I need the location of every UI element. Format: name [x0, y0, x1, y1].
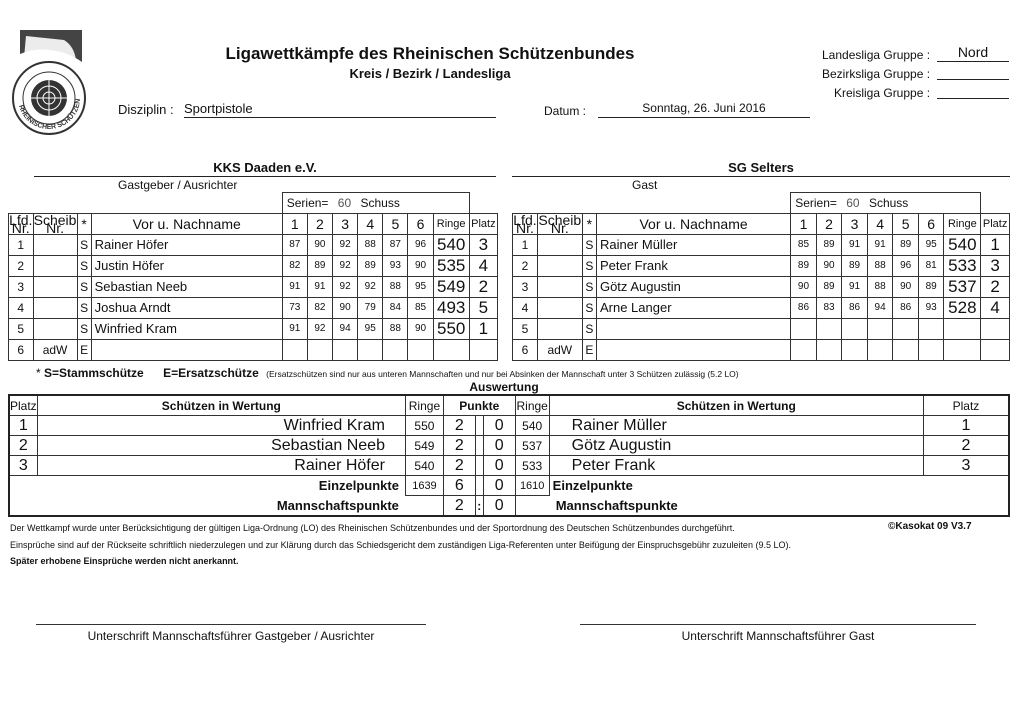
series-score: [333, 339, 358, 360]
col-header: 1: [791, 213, 817, 234]
lfd-nr: 1: [513, 234, 538, 255]
series-score: 89: [842, 255, 868, 276]
series-score: [893, 339, 919, 360]
home-points: 2: [443, 416, 475, 436]
series-score: 84: [383, 297, 408, 318]
series-score: [358, 339, 383, 360]
series-score: 88: [867, 255, 893, 276]
shooter-type: S: [77, 255, 91, 276]
table-row: [513, 255, 1010, 276]
scheib-nr: [537, 276, 582, 297]
lfd-nr: 6: [9, 339, 34, 360]
col-header: 2: [816, 213, 842, 234]
series-score: 89: [358, 255, 383, 276]
ringe-value: [944, 318, 981, 339]
scheib-header: Scheib Nr.: [538, 211, 582, 236]
lfd-nr: 1: [9, 234, 34, 255]
lfd-nr: 2: [513, 255, 538, 276]
series-score: 79: [358, 297, 383, 318]
column-header-row: [9, 213, 498, 234]
ringe-value: 550: [433, 318, 469, 339]
col-header: 4: [867, 213, 893, 234]
home-total-ringe: 1639: [405, 476, 443, 496]
series-score: 91: [307, 276, 332, 297]
legend-note: (Ersatzschützen sind nur aus unteren Mannschaften und nur bei Absinken der Mannschaft unter 3 Schützen zulässig (5.2 LO): [266, 369, 739, 379]
shooter-name: Joshua Arndt: [91, 297, 282, 318]
shooter-type: E: [77, 339, 91, 360]
scheib-nr: [33, 276, 77, 297]
lfd-nr: 3: [513, 276, 538, 297]
table-row: [513, 276, 1010, 297]
guest-einzelpunkte: 0: [483, 476, 515, 496]
auswertung-table: [8, 394, 1010, 517]
scheib-nr: [537, 318, 582, 339]
logo-text: RHEINISCHER SCHÜTZEN: [16, 98, 83, 132]
disziplin-label: Disziplin :: [118, 102, 174, 117]
einzelpunkte-row: [9, 476, 1009, 496]
lfd-nr: 4: [9, 297, 34, 318]
shooter-type: S: [582, 297, 596, 318]
guest-shooter-name: Rainer Müller: [549, 416, 923, 436]
ringe-value: 549: [433, 276, 469, 297]
series-score: [791, 318, 817, 339]
footer-line3: Später erhobene Einsprüche werden nicht anerkannt.: [10, 556, 239, 566]
series-score: 90: [408, 318, 433, 339]
series-score: [842, 339, 868, 360]
guest-shooter-name: Peter Frank: [549, 456, 923, 476]
home-score-table: [8, 192, 498, 361]
table-row: [513, 318, 1010, 339]
ringe-header: Ringe: [515, 395, 549, 416]
platz-value: [981, 339, 1010, 360]
datum-label: Datum :: [544, 104, 587, 118]
series-score: 90: [893, 276, 919, 297]
shooter-name: [91, 339, 282, 360]
auswertung-title: Auswertung: [469, 380, 539, 394]
col-header: 1: [282, 213, 307, 234]
series-score: 92: [307, 318, 332, 339]
home-ringe: 550: [405, 416, 443, 436]
serien-header: Serien= 60 Schuss: [282, 193, 469, 214]
series-score: [918, 339, 944, 360]
table-row: [513, 234, 1010, 255]
serien-header: Serien= 60 Schuss: [791, 193, 981, 214]
ringe-value: 493: [433, 297, 469, 318]
bezirksliga-field: [937, 65, 1009, 80]
shooter-name: Peter Frank: [596, 255, 790, 276]
einzelpunkte-label-guest: Einzelpunkte: [552, 477, 633, 493]
scheib-nr: [537, 297, 582, 318]
guest-total-ringe: 1610: [515, 476, 549, 496]
scheib-nr: [33, 318, 77, 339]
series-score: 93: [918, 297, 944, 318]
name-header: Vor u. Nachname: [91, 213, 282, 234]
platz-value: [469, 339, 497, 360]
series-score: 85: [408, 297, 433, 318]
shooter-type: S: [77, 297, 91, 318]
kreisliga-label: Kreisliga Gruppe :: [834, 86, 931, 100]
shooter-name: Arne Langer: [596, 297, 790, 318]
landesliga-field: [937, 44, 1009, 62]
home-einzelpunkte: 6: [443, 476, 475, 496]
points-separator: [475, 456, 483, 476]
home-ringe: 549: [405, 436, 443, 456]
lfd-nr: 3: [9, 276, 34, 297]
col-header: 4: [358, 213, 383, 234]
table-row: [513, 297, 1010, 318]
shooter-name: Rainer Müller: [596, 234, 790, 255]
col-header: 2: [307, 213, 332, 234]
series-score: 91: [282, 276, 307, 297]
guest-platz-value: 1: [923, 416, 1009, 436]
ringe-header: Ringe: [944, 213, 981, 234]
guest-platz-value: 3: [923, 456, 1009, 476]
series-score: 89: [893, 234, 919, 255]
datum-value: Sonntag, 26. Juni 2016: [642, 101, 766, 115]
platz-header: Platz: [981, 213, 1010, 234]
series-score: 83: [816, 297, 842, 318]
series-score: 96: [893, 255, 919, 276]
platz-value: 1: [469, 318, 497, 339]
series-score: [307, 339, 332, 360]
series-score: 89: [918, 276, 944, 297]
platz-value: 2: [469, 276, 497, 297]
series-score: [383, 339, 408, 360]
scheib-header: Scheib Nr.: [33, 211, 77, 236]
legend-star: *: [36, 366, 41, 380]
col-header: 6: [408, 213, 433, 234]
star-header: *: [582, 213, 596, 234]
series-score: 90: [408, 255, 433, 276]
series-score: [791, 339, 817, 360]
table-row: [513, 339, 1010, 360]
lfd-nr: 4: [513, 297, 538, 318]
signature-home: Unterschrift Mannschaftsführer Gastgeber / Ausrichter: [36, 624, 426, 643]
page-subtitle: Kreis / Bezirk / Landesliga: [349, 66, 511, 81]
series-score: [842, 318, 868, 339]
col-header: 5: [383, 213, 408, 234]
platz-value: 2: [981, 276, 1010, 297]
table-row: [9, 255, 498, 276]
series-score: 91: [867, 234, 893, 255]
ringe-header: Ringe: [433, 213, 469, 234]
series-score: [893, 318, 919, 339]
series-score: 93: [383, 255, 408, 276]
ringe-value: [944, 339, 981, 360]
guest-team-name: SG Selters: [512, 160, 1010, 177]
mannschaftspunkte-label: Mannschaftspunkte: [276, 497, 399, 513]
points-separator: [475, 436, 483, 456]
ringe-value: 528: [944, 297, 981, 318]
series-score: 94: [333, 318, 358, 339]
series-score: 87: [383, 234, 408, 255]
series-score: 92: [333, 234, 358, 255]
scheib-nr: adW: [33, 339, 77, 360]
table-row: [9, 339, 498, 360]
platz-value: 1: [981, 234, 1010, 255]
lfd-header: Lfd. Nr.: [9, 211, 33, 236]
shooter-type: S: [77, 234, 91, 255]
platz-value: 3: [469, 234, 497, 255]
auswertung-header-row: [9, 395, 1009, 416]
series-score: 88: [383, 276, 408, 297]
series-score: 89: [816, 276, 842, 297]
shooter-type: E: [582, 339, 596, 360]
legend-ersatz: E=Ersatzschütze: [163, 366, 259, 380]
series-score: 96: [408, 234, 433, 255]
guest-team-role: Gast: [632, 178, 658, 192]
series-score: 90: [307, 234, 332, 255]
disziplin-value: Sportpistole: [184, 101, 253, 116]
platz-value: [981, 318, 1010, 339]
lfd-header: Lfd. Nr.: [513, 211, 537, 236]
ringe-value: 533: [944, 255, 981, 276]
series-score: 90: [791, 276, 817, 297]
home-ringe: 540: [405, 456, 443, 476]
shooter-type: S: [582, 318, 596, 339]
shooter-type: S: [77, 276, 91, 297]
scheib-nr: [33, 255, 77, 276]
col-header: 5: [893, 213, 919, 234]
platz-header: Platz: [923, 395, 1009, 416]
score-colon: :: [475, 496, 483, 517]
series-score: 92: [358, 276, 383, 297]
kreisliga-field: [937, 84, 1009, 99]
mannschaftspunkte-row: [9, 496, 1009, 517]
lfd-nr: 6: [513, 339, 538, 360]
platz-value: 4: [469, 255, 497, 276]
series-score: 86: [791, 297, 817, 318]
series-score: [816, 318, 842, 339]
landesliga-label: Landesliga Gruppe :: [822, 48, 931, 62]
ringe-value: 540: [944, 234, 981, 255]
shooter-name: Rainer Höfer: [91, 234, 282, 255]
guest-platz-value: 2: [923, 436, 1009, 456]
series-score: [918, 318, 944, 339]
scheib-nr: [537, 255, 582, 276]
ringe-value: 535: [433, 255, 469, 276]
series-score: 86: [893, 297, 919, 318]
punkte-header: Punkte: [443, 395, 515, 416]
home-points: 2: [443, 436, 475, 456]
guest-ringe: 540: [515, 416, 549, 436]
table-row: [9, 318, 498, 339]
shooter-name: [596, 339, 790, 360]
series-score: 91: [842, 234, 868, 255]
star-header: *: [77, 213, 91, 234]
series-score: 88: [358, 234, 383, 255]
column-header-row: [513, 213, 1010, 234]
bezirksliga-label: Bezirksliga Gruppe :: [822, 67, 931, 81]
series-score: 92: [333, 276, 358, 297]
series-score: [867, 339, 893, 360]
series-score: 81: [918, 255, 944, 276]
platz-value: 2: [9, 436, 37, 456]
shooter-name: Sebastian Neeb: [91, 276, 282, 297]
series-score: 82: [282, 255, 307, 276]
guest-shooter-name: Götz Augustin: [549, 436, 923, 456]
series-score: 86: [842, 297, 868, 318]
platz-value: 3: [981, 255, 1010, 276]
name-header: Vor u. Nachname: [596, 213, 790, 234]
ringe-value: [433, 339, 469, 360]
home-team-name: KKS Daaden e.V.: [34, 160, 496, 177]
legend: [36, 366, 739, 380]
series-score: 95: [918, 234, 944, 255]
series-score: 82: [307, 297, 332, 318]
home-shooter-name: Rainer Höfer: [37, 456, 405, 476]
guest-points: 0: [483, 416, 515, 436]
guest-points: 0: [483, 456, 515, 476]
ringe-value: 537: [944, 276, 981, 297]
page-title: Ligawettkämpfe des Rheinischen Schützenbundes: [225, 44, 635, 63]
series-score: 91: [842, 276, 868, 297]
datum-field: [598, 101, 810, 118]
ringe-header: Ringe: [405, 395, 443, 416]
series-score: 92: [333, 255, 358, 276]
guest-ringe: 537: [515, 436, 549, 456]
legend-stamm: S=Stammschütze: [44, 366, 144, 380]
platz-value: 4: [981, 297, 1010, 318]
guest-points: 0: [483, 436, 515, 456]
series-score: 90: [333, 297, 358, 318]
col-header: 3: [842, 213, 868, 234]
series-score: 89: [816, 234, 842, 255]
scheib-nr: [537, 234, 582, 255]
col-header: 6: [918, 213, 944, 234]
signature-guest: Unterschrift Mannschaftsführer Gast: [580, 624, 976, 643]
series-score: [282, 339, 307, 360]
shooter-type: S: [582, 255, 596, 276]
auswertung-row: [9, 416, 1009, 436]
series-score: 89: [307, 255, 332, 276]
series-score: 95: [358, 318, 383, 339]
guest-mannschaftspunkte: 0: [483, 496, 515, 517]
landesliga-value: Nord: [957, 44, 989, 60]
series-score: 90: [816, 255, 842, 276]
disziplin-field: [184, 101, 496, 118]
scheib-nr: [33, 297, 77, 318]
lfd-nr: 5: [513, 318, 538, 339]
series-score: [408, 339, 433, 360]
copyright: ©Kasokat 09 V3.7: [888, 521, 972, 532]
col-header: 3: [333, 213, 358, 234]
auswertung-row: [9, 456, 1009, 476]
footer-line1: Der Wettkampf wurde unter Berücksichtigung der gültigen Liga-Ordnung (LO) des Rheinischen Schützenbundes und der Sportordnung des Deutschen Schützenbundes durchgeführt.: [10, 523, 735, 533]
platz-value: 1: [9, 416, 37, 436]
schuetzen-header: Schützen in Wertung: [549, 395, 923, 416]
schuetzen-header: Schützen in Wertung: [37, 395, 405, 416]
series-score: 94: [867, 297, 893, 318]
series-score: 87: [282, 234, 307, 255]
ringe-value: 540: [433, 234, 469, 255]
home-points: 2: [443, 456, 475, 476]
platz-header: Platz: [9, 395, 37, 416]
series-score: [867, 318, 893, 339]
platz-value: 5: [469, 297, 497, 318]
guest-ringe: 533: [515, 456, 549, 476]
shooter-type: S: [582, 276, 596, 297]
series-score: 85: [791, 234, 817, 255]
rsb-logo: [8, 26, 90, 136]
series-score: 91: [282, 318, 307, 339]
home-mannschaftspunkte: 2: [443, 496, 475, 517]
series-score: 89: [791, 255, 817, 276]
points-separator: [475, 416, 483, 436]
table-row: [9, 276, 498, 297]
shooter-type: S: [77, 318, 91, 339]
table-row: [9, 297, 498, 318]
platz-value: 3: [9, 456, 37, 476]
series-score: 88: [867, 276, 893, 297]
serien-header-row: [513, 193, 1010, 214]
guest-score-table: [512, 192, 1010, 361]
series-score: 73: [282, 297, 307, 318]
home-team-role: Gastgeber / Ausrichter: [118, 178, 238, 192]
shooter-name: Götz Augustin: [596, 276, 790, 297]
shooter-name: [596, 318, 790, 339]
scheib-nr: adW: [537, 339, 582, 360]
einzelpunkte-label: Einzelpunkte: [318, 477, 399, 493]
table-row: [9, 234, 498, 255]
auswertung-row: [9, 436, 1009, 456]
shooter-type: S: [582, 234, 596, 255]
platz-header: Platz: [469, 213, 497, 234]
scheib-nr: [33, 234, 77, 255]
lfd-nr: 2: [9, 255, 34, 276]
shooter-name: Winfried Kram: [91, 318, 282, 339]
home-shooter-name: Sebastian Neeb: [37, 436, 405, 456]
mannschaftspunkte-label-guest: Mannschaftspunkte: [555, 497, 678, 513]
footer-line2: Einsprüche sind auf der Rückseite schriftlich niederzulegen und zur Klärung durch das Schiedsgericht dem zuständigen Liga-Referenten unter Beifügung der Einspruchsgebühr zuzuleiten (9.5 LO).: [10, 540, 791, 550]
series-score: [816, 339, 842, 360]
series-score: 88: [383, 318, 408, 339]
serien-header-row: [9, 193, 498, 214]
lfd-nr: 5: [9, 318, 34, 339]
home-shooter-name: Winfried Kram: [37, 416, 405, 436]
shooter-name: Justin Höfer: [91, 255, 282, 276]
series-score: 95: [408, 276, 433, 297]
